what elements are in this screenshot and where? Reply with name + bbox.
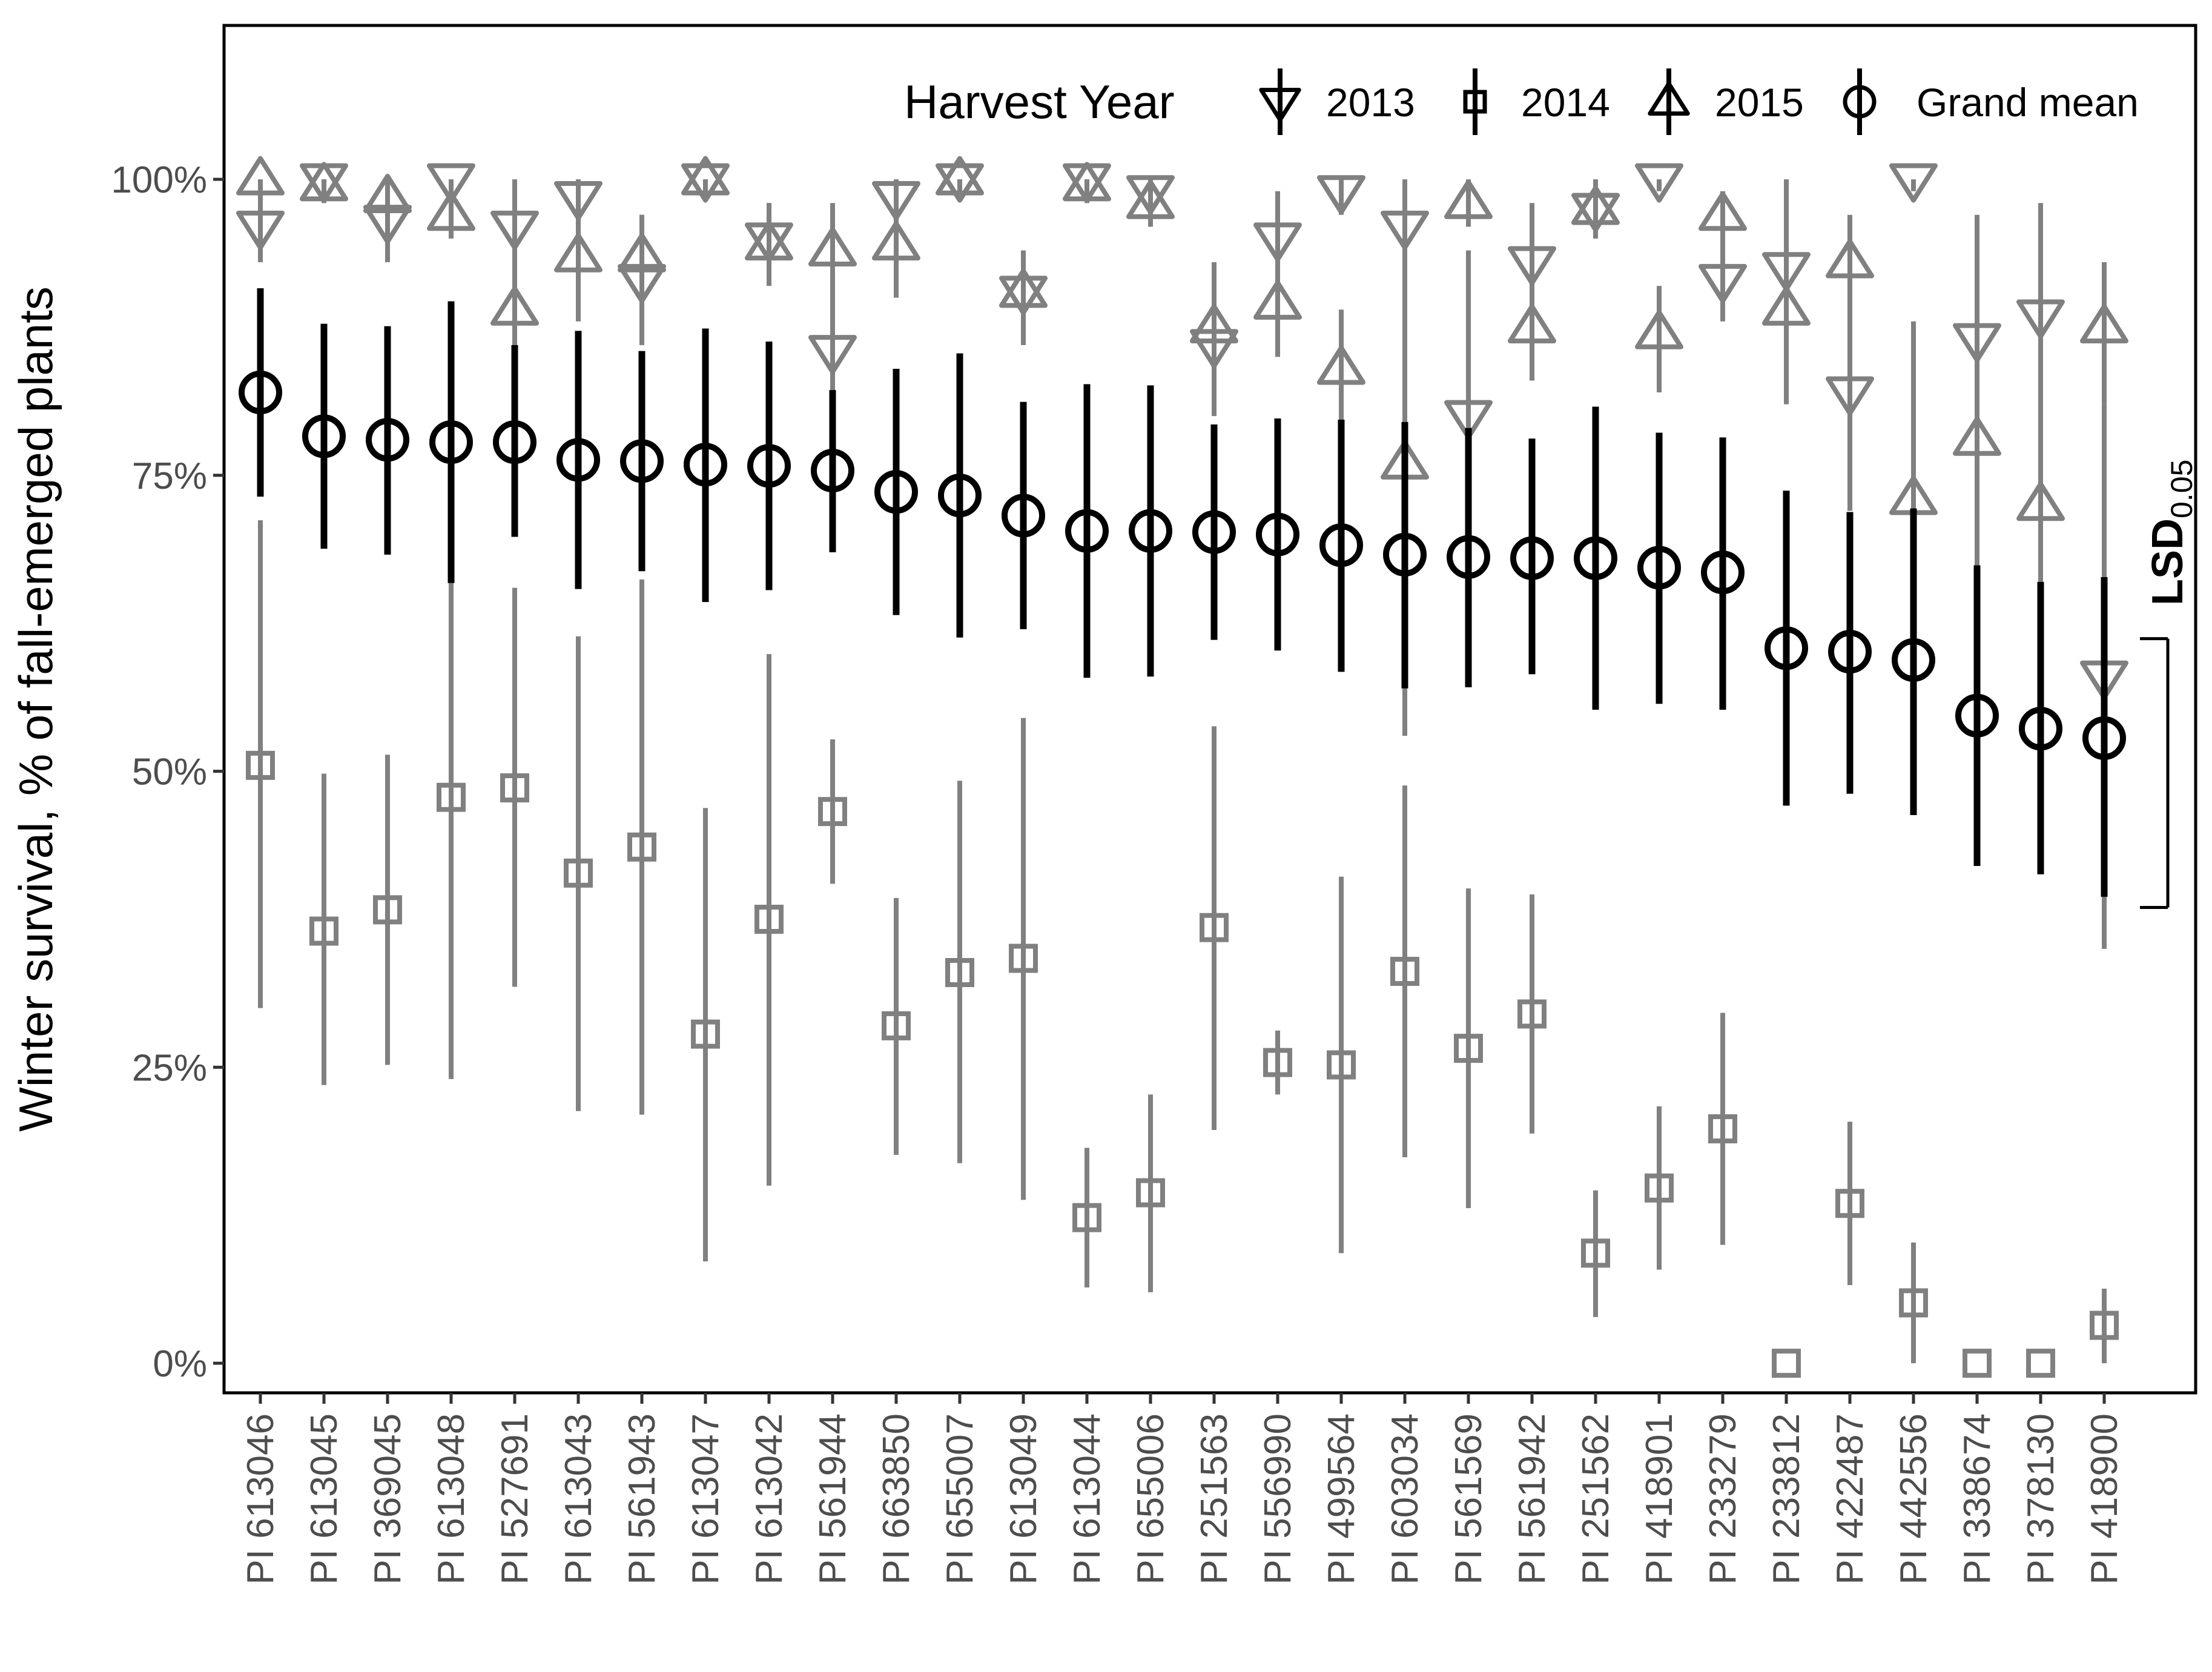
x-tick-label-pi-378130: PI 378130 xyxy=(2020,1413,2062,1585)
x-tick-label-pi-251563: PI 251563 xyxy=(1193,1413,1235,1585)
x-tick-label-pi-442556: PI 442556 xyxy=(1893,1413,1935,1585)
x-tick-label-pi-561943: PI 561943 xyxy=(621,1413,663,1585)
x-tick-label-pi-422487: PI 422487 xyxy=(1829,1413,1871,1585)
legend-title: Harvest Year xyxy=(904,75,1175,128)
x-tick-label-pi-556990: PI 556990 xyxy=(1257,1413,1299,1585)
x-tick-label-pi-233812: PI 233812 xyxy=(1766,1413,1808,1585)
x-tick-label-pi-418901: PI 418901 xyxy=(1639,1413,1680,1585)
x-tick-label-pi-655007: PI 655007 xyxy=(939,1413,981,1585)
x-tick-label-pi-499564: PI 499564 xyxy=(1321,1413,1362,1585)
y-tick-label-50: 50% xyxy=(131,751,207,793)
x-tick-label-pi-613045: PI 613045 xyxy=(303,1413,345,1585)
legend-label-2013: 2013 xyxy=(1326,80,1415,125)
x-tick-label-pi-613042: PI 613042 xyxy=(748,1413,790,1585)
x-tick-label-pi-613047: PI 613047 xyxy=(685,1413,727,1585)
x-tick-label-pi-561944: PI 561944 xyxy=(812,1413,854,1585)
y-tick-label-75: 75% xyxy=(131,455,207,497)
legend-label-grand-mean: Grand mean xyxy=(1917,80,2139,125)
y-tick-label-0: 0% xyxy=(153,1343,207,1386)
lsd-label-main: LSD xyxy=(2144,518,2192,606)
x-tick-label-pi-613049: PI 613049 xyxy=(1003,1413,1045,1585)
x-tick-label-pi-233279: PI 233279 xyxy=(1702,1413,1744,1585)
x-tick-label-pi-655006: PI 655006 xyxy=(1130,1413,1172,1585)
x-tick-label-pi-561569: PI 561569 xyxy=(1448,1413,1490,1585)
y-axis-title: Winter survival, % of fall-emerged plants xyxy=(9,286,62,1132)
x-tick-label-pi-251562: PI 251562 xyxy=(1575,1413,1617,1585)
x-tick-label-pi-561942: PI 561942 xyxy=(1511,1413,1553,1585)
y-tick-label-100: 100% xyxy=(111,159,207,202)
x-tick-label-pi-613048: PI 613048 xyxy=(431,1413,472,1585)
x-tick-label-pi-613044: PI 613044 xyxy=(1066,1413,1108,1585)
lsd-label-subscript: 0.05 xyxy=(2165,459,2199,518)
x-tick-label-pi-527691: PI 527691 xyxy=(494,1413,536,1585)
x-tick-label-pi-613046: PI 613046 xyxy=(240,1413,282,1585)
x-tick-label-pi-418900: PI 418900 xyxy=(2084,1413,2125,1585)
legend-label-2015: 2015 xyxy=(1715,80,1804,125)
x-tick-label-pi-369045: PI 369045 xyxy=(367,1413,409,1585)
x-tick-label-pi-338674: PI 338674 xyxy=(1956,1413,1998,1585)
y-tick-label-25: 25% xyxy=(131,1047,207,1089)
legend-label-2014: 2014 xyxy=(1521,80,1610,125)
x-tick-label-pi-663850: PI 663850 xyxy=(876,1413,917,1585)
x-tick-label-pi-613043: PI 613043 xyxy=(558,1413,599,1585)
x-tick-label-pi-603034: PI 603034 xyxy=(1384,1413,1426,1585)
